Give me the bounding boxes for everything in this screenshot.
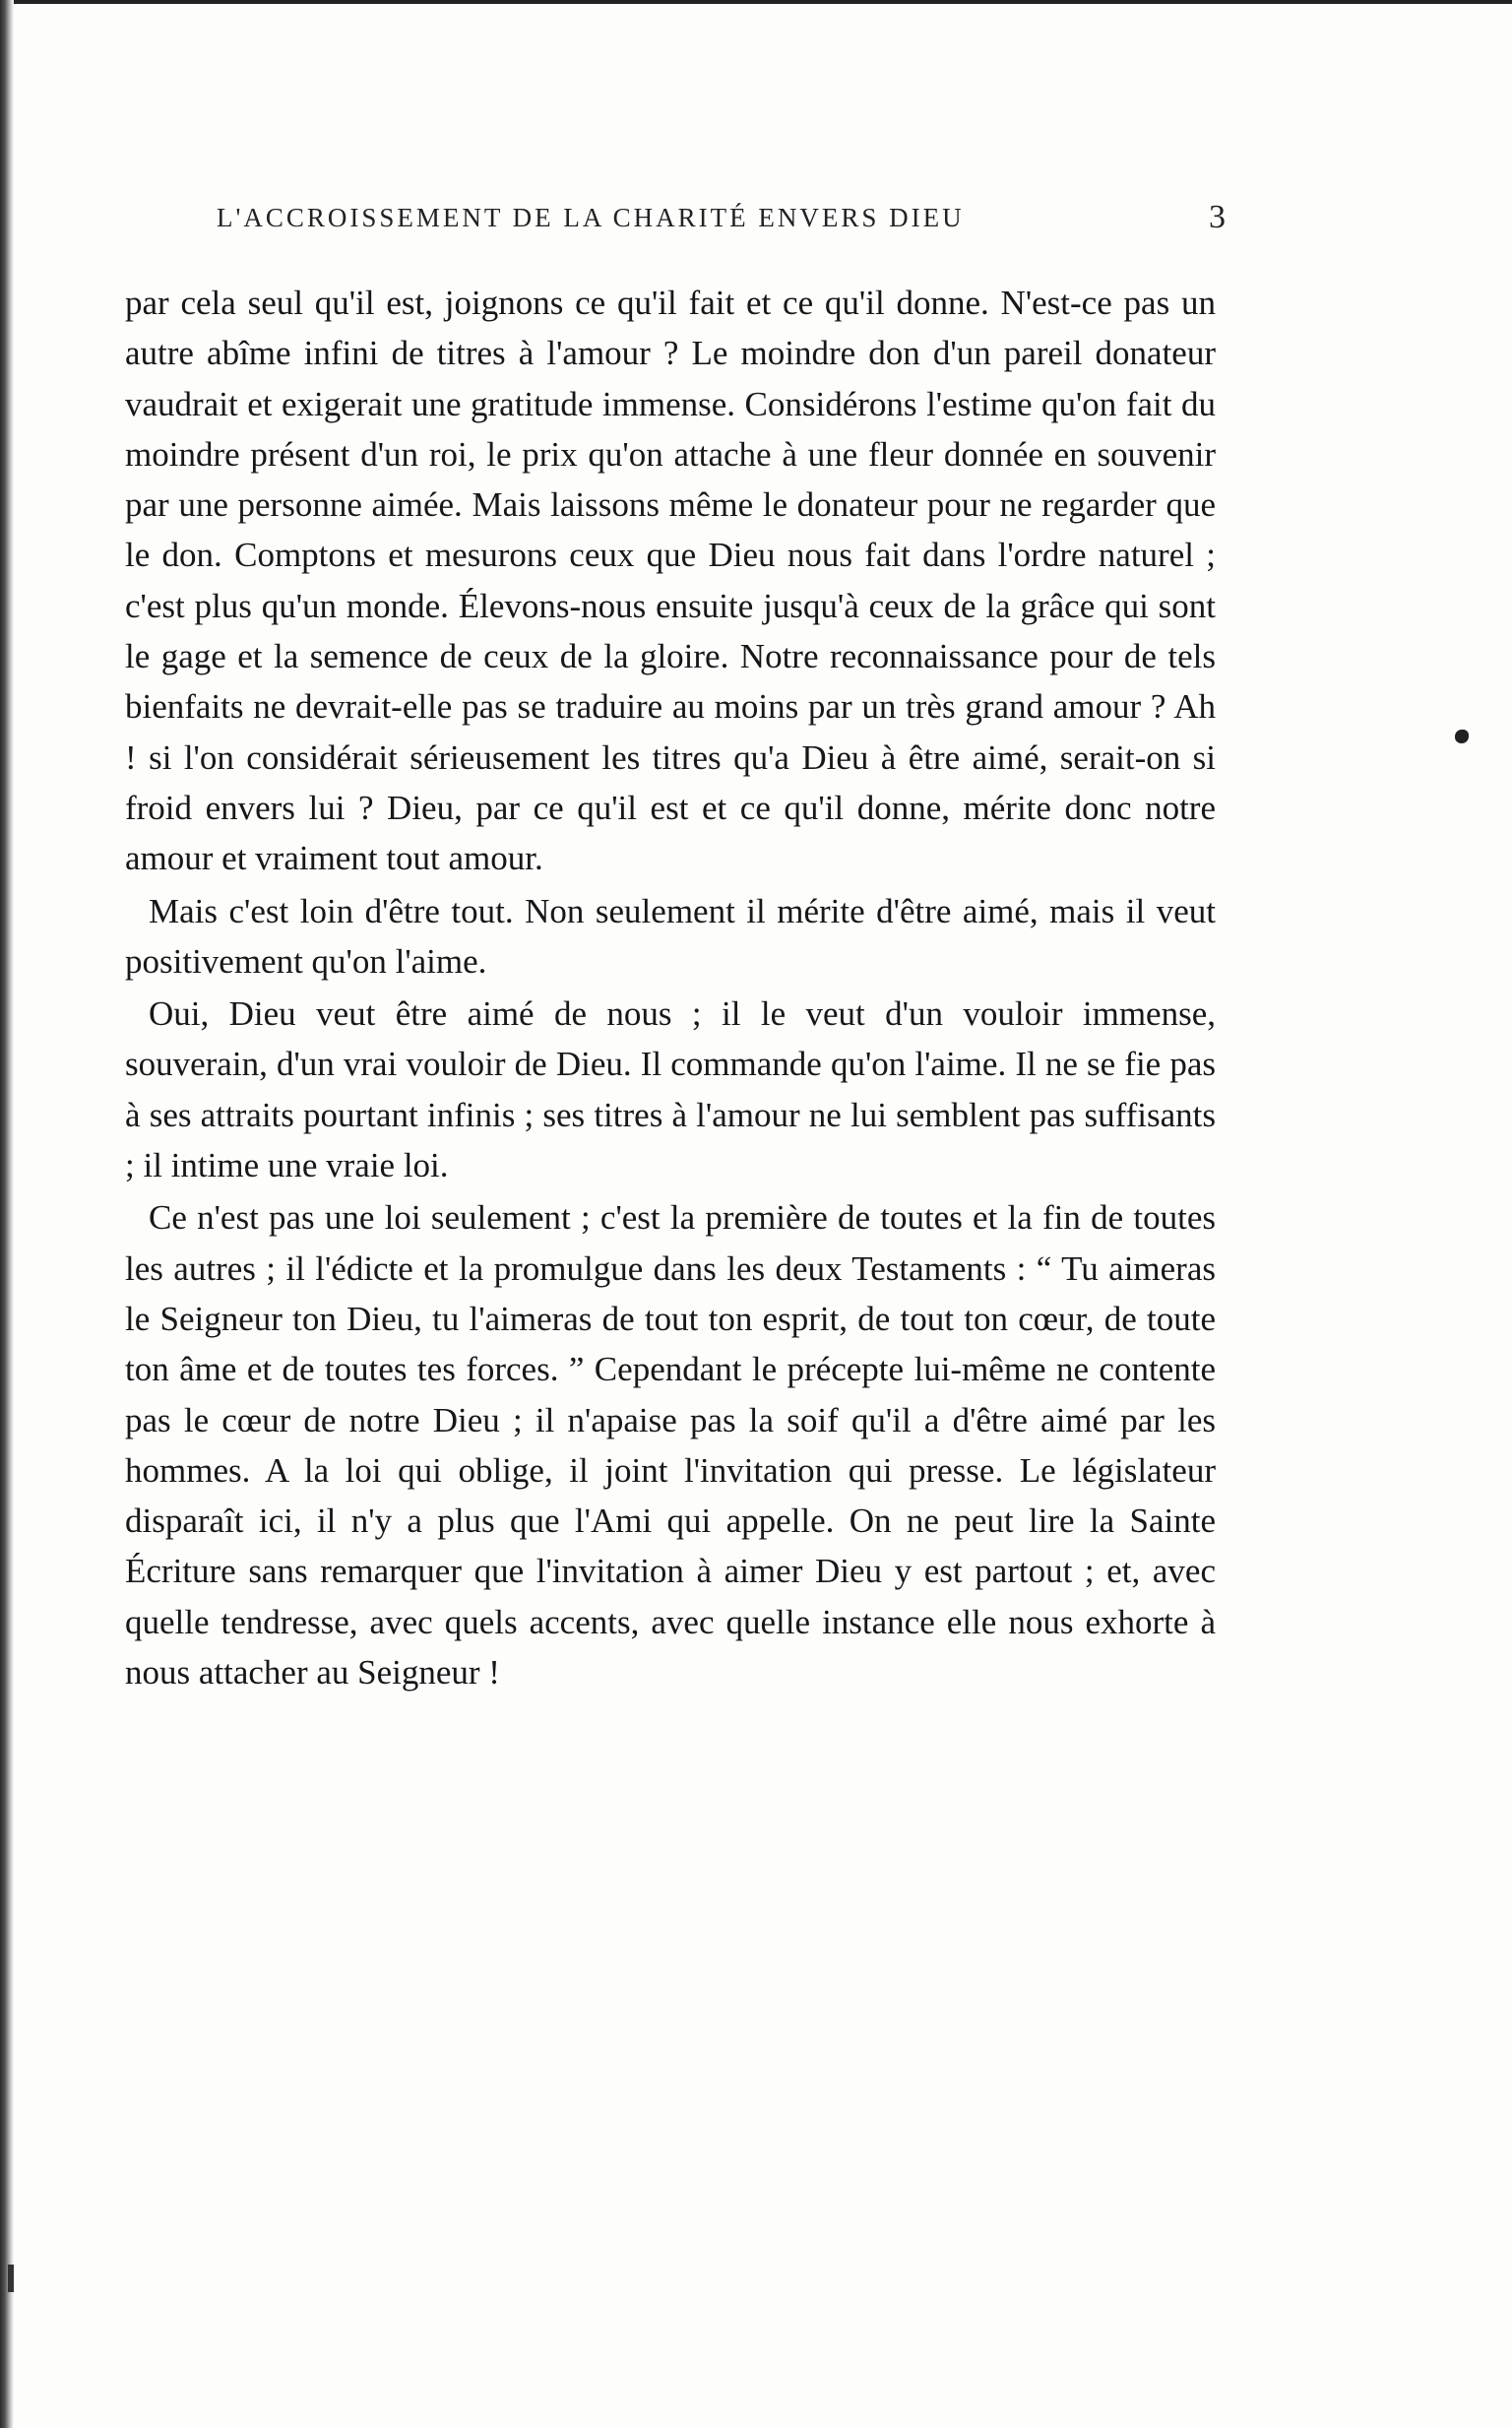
running-header <box>217 199 1226 242</box>
running-header-title: L'ACCROISSEMENT DE LA CHARITÉ ENVERS DIEU <box>217 203 965 232</box>
paragraph-1: par cela seul qu'il est, joignons ce qu'il fait et ce qu'il donne. N'est-ce pas un autre abîme infini de titres à l'amour ? Le moindre don d'un pareil donateur vaudrait et exigerait une gratitude immense. Considérons l'estime qu'on fait du moindre présent d'un roi, le prix qu'on attache à une fleur donnée en souvenir par une personne aimée. Mais laissons même le donateur pour ne regarder que le don. Comptons et mesurons ceux que Dieu nous fait dans l'ordre naturel ; c'est plus qu'un monde. Élevons-nous ensuite jusqu'à ceux de la grâce qui sont le gage et la semence de ceux de la gloire. Notre reconnaissance pour de tels bienfaits ne devrait-elle pas se traduire au moins par un très grand amour ? Ah ! si l'on considérait sérieusement les titres qu'a Dieu à être aimé, serait-on si froid envers lui ? Dieu, par ce qu'il est et ce qu'il donne, mérite donc notre amour et vraiment tout amour. <box>125 284 1216 878</box>
paragraph-4: Ce n'est pas une loi seulement ; c'est la première de toutes et la fin de toutes les autres ; il l'édicte et la promulgue dans les deux Testaments : “ Tu aimeras le Seigneur ton Dieu, tu l'aimeras de tout ton esprit, de tout ton cœur, de toute ton âme et de toutes tes forces. ” Cependant le précepte lui-même ne contente pas le cœur de notre Dieu ; il n'apaise pas la soif qu'il a d'être aimé par les hommes. A la loi qui oblige, il joint l'invitation qui presse. Le législateur disparaît ici, il n'y a plus que l'Ami qui appelle. On ne peut lire la Sainte Écriture sans remarquer que l'invitation à aimer Dieu y est partout ; et, avec quelle tendresse, avec quels accents, avec quelle instance elle nous exhorte à nous attacher au Seigneur ! <box>125 1198 1216 1693</box>
paragraph-3: Oui, Dieu veut être aimé de nous ; il le veut d'un vouloir immense, souverain, d'un vrai vouloir de Dieu. Il commande qu'on l'aime. Il ne se fie pas à ses attraits pourtant infinis ; ses titres à l'amour ne lui semblent pas suffisants ; il intime une vraie loi. <box>125 994 1216 1185</box>
scan-top-border <box>0 0 1512 4</box>
page-number: 3 <box>1209 199 1226 235</box>
body-text <box>125 278 1216 1699</box>
scan-edge-mark <box>8 2265 14 2292</box>
scan-gutter-shadow <box>0 0 14 2428</box>
ink-blot <box>1455 730 1469 743</box>
paragraph-2: Mais c'est loin d'être tout. Non seulement il mérite d'être aimé, mais il veut positivement qu'on l'aime. <box>125 891 1216 981</box>
